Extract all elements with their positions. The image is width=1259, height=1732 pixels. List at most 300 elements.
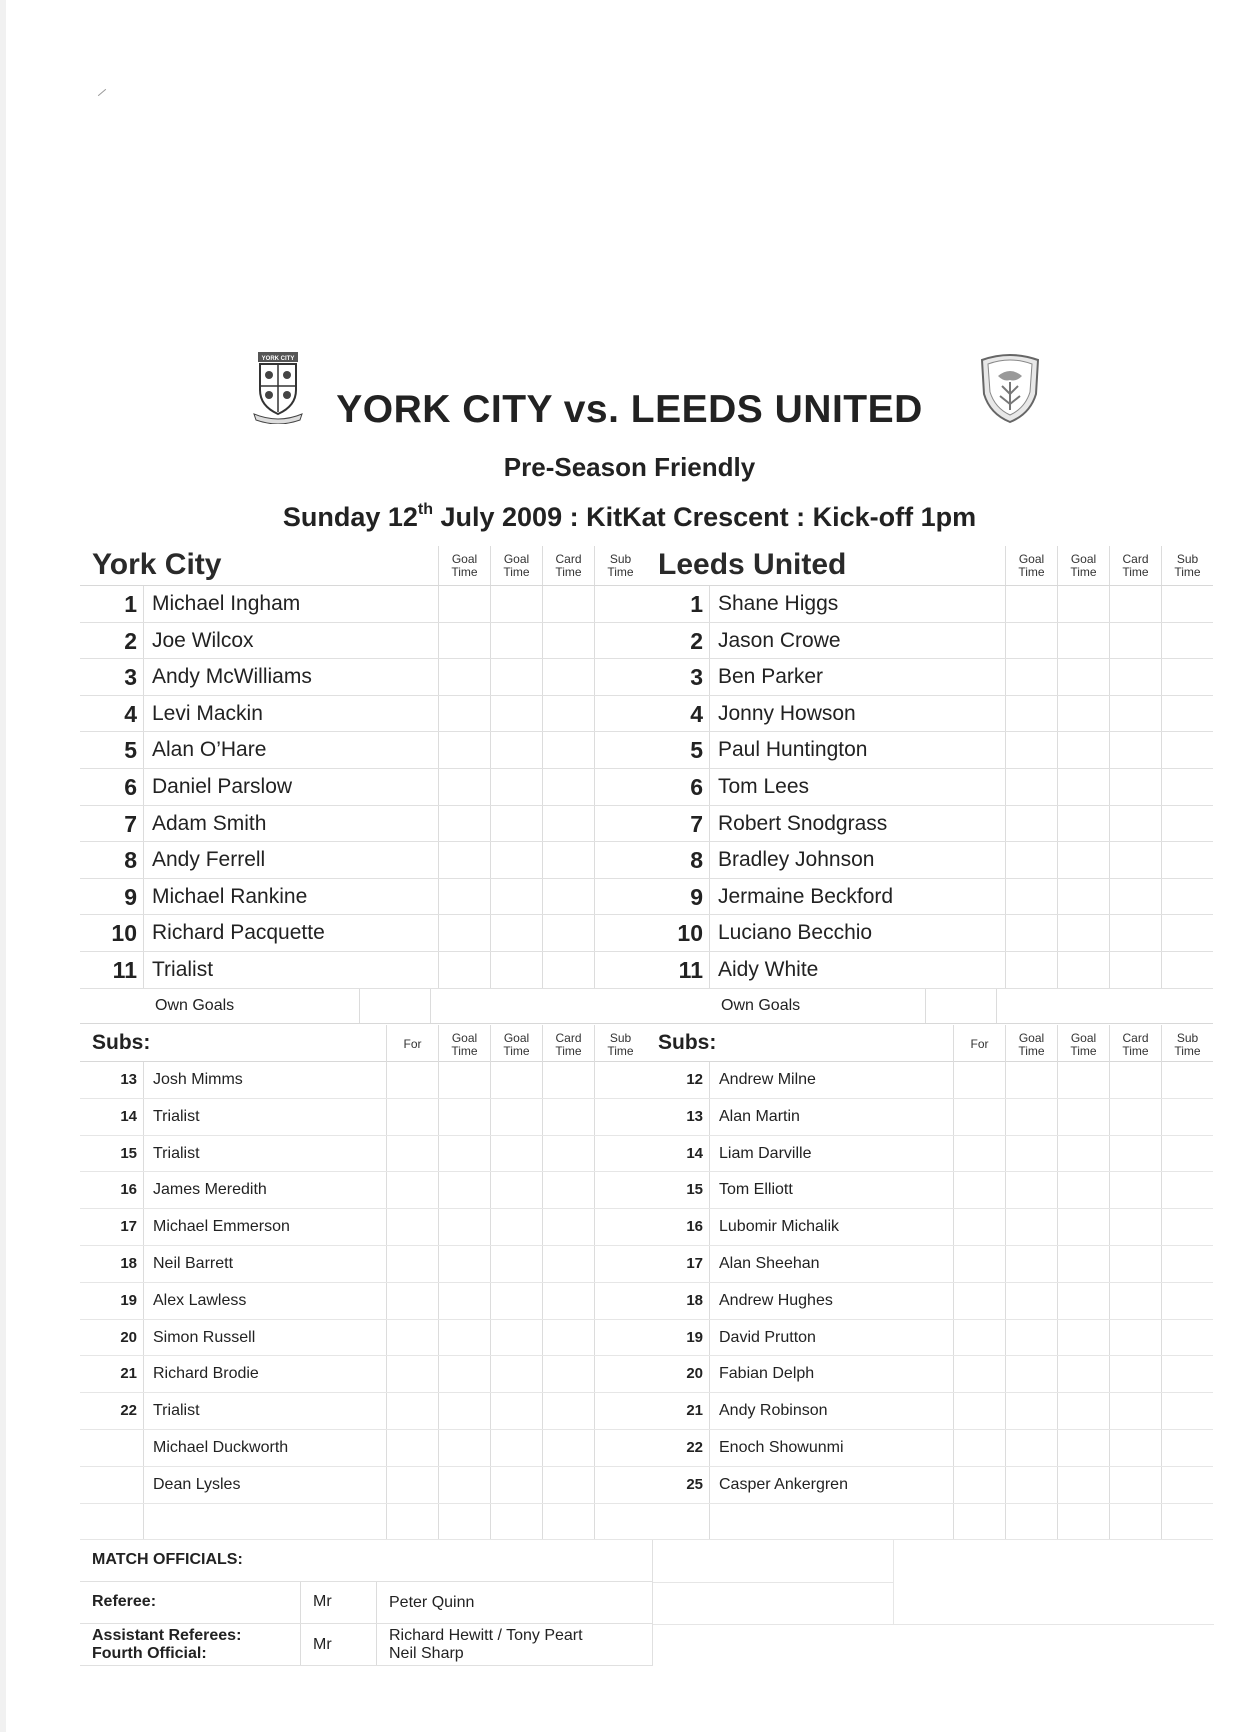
record-cell (1005, 1136, 1057, 1172)
assistant-referees-names: Richard Hewitt / Tony Peart (389, 1627, 583, 1644)
record-cell (1057, 806, 1109, 842)
player-number: 15 (120, 1144, 137, 1162)
match-record-cells (438, 769, 646, 805)
record-cell (542, 1356, 594, 1392)
record-cell (1109, 879, 1161, 915)
player-name: Robert Snodgrass (709, 806, 1005, 842)
record-cell (542, 1062, 594, 1098)
player-number: 2 (124, 627, 137, 654)
player-name: Aidy White (709, 952, 1005, 988)
york-header-goal-time-2-line2: Time (503, 564, 530, 579)
referee-label: Referee: (92, 1593, 157, 1610)
match-record-cells (438, 732, 646, 768)
player-number (80, 1504, 143, 1540)
record-cell (1161, 696, 1213, 732)
record-cell (438, 1172, 490, 1208)
referee-row (80, 1582, 652, 1624)
match-record-cells (1005, 952, 1213, 988)
record-cell (953, 1209, 1005, 1245)
record-cell (542, 696, 594, 732)
player-number: 4 (124, 700, 137, 727)
record-cell (542, 1209, 594, 1245)
player-number: 13 (686, 1107, 703, 1125)
player-number: 18 (120, 1254, 137, 1272)
player-name: Jermaine Beckford (709, 879, 1005, 915)
sub-row (80, 1283, 646, 1320)
record-cell (1161, 1283, 1213, 1319)
player-number: 17 (120, 1218, 137, 1236)
sub-row (80, 1504, 646, 1541)
sub-row (646, 1283, 1213, 1320)
record-cell (594, 769, 646, 805)
record-cell (490, 769, 542, 805)
leeds-column-headers (1005, 546, 1213, 585)
record-cell (438, 806, 490, 842)
leeds-header-sub-time (1161, 546, 1213, 585)
player-name: Fabian Delph (709, 1356, 953, 1392)
york-team-name: York City (92, 548, 222, 581)
record-cell (1109, 1246, 1161, 1282)
leeds-subs-header-goal-time-2 (1057, 1025, 1109, 1064)
record-cell (1161, 1320, 1213, 1356)
record-cell (438, 842, 490, 878)
record-cell (1161, 659, 1213, 695)
york-subs-header-goal-time-1-line2: Time (451, 1043, 478, 1058)
york-subs-column-headers (386, 1025, 646, 1064)
player-name: Levi Mackin (143, 696, 438, 732)
record-cell (594, 952, 646, 988)
player-name: Michael Rankine (143, 879, 438, 915)
player-number: 18 (686, 1291, 703, 1309)
match-record-cells (953, 1172, 1213, 1208)
match-record-cells (953, 1504, 1213, 1540)
sub-row (646, 1172, 1213, 1209)
record-cell (490, 1467, 542, 1503)
record-cell (1005, 586, 1057, 622)
sub-row (80, 1467, 646, 1504)
york-column-headers (438, 546, 646, 585)
leeds-header-goal-time-2-line2: Time (1070, 564, 1097, 579)
record-cell (594, 879, 646, 915)
record-cell (594, 623, 646, 659)
player-name: Trialist (143, 1099, 386, 1135)
record-cell (438, 1467, 490, 1503)
player-name: Tom Lees (709, 769, 1005, 805)
player-number: 6 (124, 773, 137, 800)
sub-row (646, 1246, 1213, 1283)
match-record-cells (386, 1356, 646, 1392)
player-row (646, 586, 1213, 623)
sub-row (646, 1062, 1213, 1099)
york-player-rows (80, 586, 646, 989)
record-cell (438, 1504, 490, 1540)
leeds-subs-header-card-time (1109, 1025, 1161, 1064)
player-row (646, 806, 1213, 843)
york-header-card-time (542, 546, 594, 585)
record-cell (1161, 1504, 1213, 1540)
player-name: Alan O’Hare (143, 732, 438, 768)
match-record-cells (953, 1283, 1213, 1319)
record-cell (1109, 1099, 1161, 1135)
leeds-subs-header-sub-time-line1: Sub (1176, 1030, 1199, 1045)
player-name: Richard Pacquette (143, 915, 438, 951)
player-name: Neil Barrett (143, 1246, 386, 1282)
record-cell (1005, 769, 1057, 805)
leeds-subs-title: Subs: (658, 1031, 717, 1054)
player-row (646, 915, 1213, 952)
record-cell (1161, 952, 1213, 988)
record-cell (1161, 586, 1213, 622)
record-cell (953, 1172, 1005, 1208)
record-cell (490, 879, 542, 915)
record-cell (1057, 659, 1109, 695)
record-cell (594, 1356, 646, 1392)
match-record-cells (438, 915, 646, 951)
york-header-goal-time-2-line1: Goal (503, 551, 530, 566)
york-header-goal-time-1-line2: Time (451, 564, 478, 579)
player-name: Trialist (143, 1393, 386, 1429)
referee-title: Mr (300, 1582, 376, 1623)
player-row (80, 586, 646, 623)
player-number: 25 (686, 1475, 703, 1493)
record-cell (542, 586, 594, 622)
record-cell (953, 1136, 1005, 1172)
record-cell (1057, 1246, 1109, 1282)
record-cell (1109, 806, 1161, 842)
player-name: Josh Mimms (143, 1062, 386, 1098)
leeds-header-card-time-line1: Card (1122, 551, 1149, 566)
svg-text:YORK CITY: YORK CITY (261, 356, 295, 362)
record-cell (1005, 806, 1057, 842)
york-subs-header-goal-time-2-text (503, 1032, 529, 1058)
player-number: 7 (690, 810, 703, 837)
york-subs-header-goal-time-2-line1: Goal (503, 1030, 530, 1045)
player-name: Liam Darville (709, 1136, 953, 1172)
player-number: 14 (686, 1144, 703, 1162)
record-cell (594, 806, 646, 842)
york-header-sub-time (594, 546, 646, 585)
sub-row (80, 1430, 646, 1467)
record-cell (386, 1246, 438, 1282)
york-header-sub-time-line1: Sub (609, 551, 632, 566)
record-cell (490, 659, 542, 695)
record-cell (542, 1393, 594, 1429)
match-record-cells (386, 1504, 646, 1540)
player-name: Michael Emmerson (143, 1209, 386, 1245)
record-cell (1057, 623, 1109, 659)
match-record-cells (953, 1136, 1213, 1172)
sub-row (646, 1136, 1213, 1173)
york-subs-rows (80, 1062, 646, 1540)
record-cell (386, 1062, 438, 1098)
york-lineup (80, 546, 646, 1024)
player-number: 6 (690, 773, 703, 800)
match-record-cells (1005, 586, 1213, 622)
record-cell (594, 659, 646, 695)
record-cell (386, 1356, 438, 1392)
record-cell (1109, 1172, 1161, 1208)
player-number: 20 (120, 1328, 137, 1346)
record-cell (386, 1283, 438, 1319)
player-row (646, 769, 1213, 806)
york-subs-header-goal-time-1-line1: Goal (451, 1030, 478, 1045)
grid-line (653, 1624, 1214, 1625)
player-number: 11 (678, 956, 703, 983)
player-number: 20 (686, 1365, 703, 1383)
record-cell (490, 1062, 542, 1098)
record-cell (1109, 1393, 1161, 1429)
record-cell (386, 1172, 438, 1208)
record-cell (1005, 952, 1057, 988)
record-cell (1057, 1430, 1109, 1466)
player-name (143, 1504, 386, 1540)
record-cell (1005, 696, 1057, 732)
record-cell (1109, 623, 1161, 659)
york-subs (80, 1025, 646, 1540)
record-cell (542, 806, 594, 842)
record-cell (542, 915, 594, 951)
record-cell (1057, 1320, 1109, 1356)
york-header-goal-time-1-line1: Goal (451, 551, 478, 566)
record-cell (594, 1467, 646, 1503)
record-cell (1005, 1430, 1057, 1466)
record-cell (1109, 1136, 1161, 1172)
record-cell (1109, 1209, 1161, 1245)
match-record-cells (1005, 915, 1213, 951)
match-record-cells (438, 659, 646, 695)
match-record-cells (1005, 696, 1213, 732)
record-cell (386, 1467, 438, 1503)
player-number: 11 (112, 956, 137, 983)
player-row (80, 696, 646, 733)
york-own-goals-cell (360, 989, 431, 1023)
york-subs-header-sub-time-line2: Time (607, 1043, 634, 1058)
record-cell (953, 1062, 1005, 1098)
york-subs-header-for (386, 1025, 438, 1064)
record-cell (490, 1393, 542, 1429)
player-name: Michael Ingham (143, 586, 438, 622)
match-info (0, 502, 1259, 533)
player-number: 22 (686, 1438, 703, 1456)
match-record-cells (438, 696, 646, 732)
match-record-cells (386, 1246, 646, 1282)
record-cell (594, 586, 646, 622)
match-record-cells (438, 586, 646, 622)
record-cell (953, 1283, 1005, 1319)
york-header-card-time-line1: Card (555, 551, 582, 566)
leeds-subs-header-goal-time-1 (1005, 1025, 1057, 1064)
match-record-cells (1005, 732, 1213, 768)
record-cell (542, 952, 594, 988)
record-cell (1057, 586, 1109, 622)
player-name: James Meredith (143, 1172, 386, 1208)
assistant-names (376, 1624, 652, 1665)
pen-mark (98, 89, 106, 96)
record-cell (594, 842, 646, 878)
record-cell (1057, 1393, 1109, 1429)
leeds-subs-header-goal-time-2-text (1070, 1032, 1096, 1058)
leeds-header-goal-time-1 (1005, 546, 1057, 585)
record-cell (1057, 1467, 1109, 1503)
match-title: YORK CITY vs. LEEDS UNITED (336, 388, 923, 431)
record-cell (1109, 586, 1161, 622)
record-cell (542, 1172, 594, 1208)
player-number: 16 (120, 1181, 137, 1199)
player-name: Alan Martin (709, 1099, 953, 1135)
player-number (646, 1504, 709, 1540)
leeds-subs-header-goal-time-2-line1: Goal (1070, 1030, 1097, 1045)
player-name: Paul Huntington (709, 732, 1005, 768)
leeds-header-sub-time-line1: Sub (1176, 551, 1199, 566)
record-cell (1161, 1136, 1213, 1172)
york-subs-header-card-time-line1: Card (555, 1030, 582, 1045)
record-cell (1005, 1356, 1057, 1392)
match-record-cells (953, 1209, 1213, 1245)
match-officials (80, 1540, 1213, 1666)
player-number: 15 (686, 1181, 703, 1199)
york-subs-title: Subs: (92, 1031, 151, 1054)
match-record-cells (386, 1136, 646, 1172)
leeds-subs-column-headers (953, 1025, 1213, 1064)
match-record-cells (438, 623, 646, 659)
record-cell (1109, 1504, 1161, 1540)
record-cell (953, 1356, 1005, 1392)
record-cell (1005, 842, 1057, 878)
leeds-subs-header-goal-time-1-line2: Time (1018, 1043, 1045, 1058)
leeds-subs-rows (646, 1062, 1213, 1540)
record-cell (594, 1393, 646, 1429)
sub-row (80, 1320, 646, 1357)
match-record-cells (1005, 623, 1213, 659)
york-header-card-time-text (555, 553, 581, 579)
record-cell (490, 915, 542, 951)
sub-row (80, 1136, 646, 1173)
sub-row (646, 1099, 1213, 1136)
leeds-header-goal-time-2-line1: Goal (1070, 551, 1097, 566)
record-cell (1109, 1283, 1161, 1319)
record-cell (490, 696, 542, 732)
york-subs-header-goal-time-1 (438, 1025, 490, 1064)
player-number: 5 (124, 737, 137, 764)
record-cell (1005, 1209, 1057, 1245)
record-cell (1057, 1099, 1109, 1135)
york-lineup-header (80, 546, 646, 586)
record-cell (1057, 1062, 1109, 1098)
record-cell (594, 1062, 646, 1098)
sub-row (80, 1172, 646, 1209)
player-number: 8 (690, 847, 703, 874)
leeds-subs (646, 1025, 1213, 1540)
player-name: Andrew Hughes (709, 1283, 953, 1319)
match-record-cells (438, 806, 646, 842)
record-cell (438, 586, 490, 622)
record-cell (438, 915, 490, 951)
leeds-subs-header-sub-time-text (1174, 1032, 1200, 1058)
leeds-own-goals-row (646, 989, 1213, 1024)
officials-blank-grid (652, 1540, 1214, 1666)
record-cell (1057, 915, 1109, 951)
sub-row (80, 1099, 646, 1136)
york-header-goal-time-1 (438, 546, 490, 585)
record-cell (438, 1099, 490, 1135)
player-name: Simon Russell (143, 1320, 386, 1356)
player-name: Dean Lysles (143, 1467, 386, 1503)
record-cell (1161, 1172, 1213, 1208)
match-record-cells (953, 1062, 1213, 1098)
york-header-goal-time-1-text (451, 553, 477, 579)
player-name: David Prutton (709, 1320, 953, 1356)
record-cell (1161, 1062, 1213, 1098)
leeds-lineup-header (646, 546, 1213, 586)
player-name: Adam Smith (143, 806, 438, 842)
york-subs-header-sub-time-text (607, 1032, 633, 1058)
leeds-team-name: Leeds United (658, 548, 847, 581)
leeds-header-goal-time-2-text (1070, 553, 1096, 579)
record-cell (1057, 842, 1109, 878)
match-record-cells (438, 879, 646, 915)
record-cell (1161, 1393, 1213, 1429)
player-row (646, 842, 1213, 879)
player-name: Alan Sheehan (709, 1246, 953, 1282)
player-name: Bradley Johnson (709, 842, 1005, 878)
sub-row (646, 1320, 1213, 1357)
player-number: 19 (686, 1328, 703, 1346)
leeds-header-sub-time-text (1174, 553, 1200, 579)
york-header-goal-time-2 (490, 546, 542, 585)
match-record-cells (953, 1320, 1213, 1356)
record-cell (1005, 623, 1057, 659)
york-subs-header-for-text: For (403, 1037, 422, 1051)
record-cell (1161, 1209, 1213, 1245)
record-cell (953, 1320, 1005, 1356)
record-cell (490, 623, 542, 659)
player-number (80, 1467, 143, 1503)
record-cell (542, 732, 594, 768)
match-record-cells (953, 1356, 1213, 1392)
record-cell (594, 732, 646, 768)
record-cell (1109, 769, 1161, 805)
record-cell (1005, 732, 1057, 768)
player-name: Enoch Showunmi (709, 1430, 953, 1466)
match-record-cells (386, 1283, 646, 1319)
assistant-labels (80, 1624, 300, 1665)
player-number: 9 (690, 883, 703, 910)
match-record-cells (386, 1320, 646, 1356)
record-cell (386, 1430, 438, 1466)
record-cell (386, 1136, 438, 1172)
player-name: Jonny Howson (709, 696, 1005, 732)
leeds-header-goal-time-1-line2: Time (1018, 564, 1045, 579)
match-date-venue-kickoff: July 2009 : KitKat Crescent : Kick-off 1pm (433, 502, 977, 532)
record-cell (1005, 1283, 1057, 1319)
match-record-cells (386, 1430, 646, 1466)
york-subs-header-goal-time-2 (490, 1025, 542, 1064)
assistant-referees-label: Assistant Referees: (92, 1627, 242, 1644)
record-cell (438, 952, 490, 988)
match-record-cells (438, 842, 646, 878)
leeds-header-card-time-text (1122, 553, 1148, 579)
leeds-header-goal-time-1-text (1018, 553, 1044, 579)
player-number: 14 (120, 1107, 137, 1125)
record-cell (386, 1209, 438, 1245)
player-number: 21 (120, 1365, 137, 1383)
leeds-header-card-time-line2: Time (1122, 564, 1149, 579)
record-cell (1005, 1393, 1057, 1429)
leeds-own-goals-label: Own Goals (646, 989, 926, 1023)
match-record-cells (386, 1062, 646, 1098)
record-cell (438, 1246, 490, 1282)
player-number: 1 (124, 591, 137, 617)
